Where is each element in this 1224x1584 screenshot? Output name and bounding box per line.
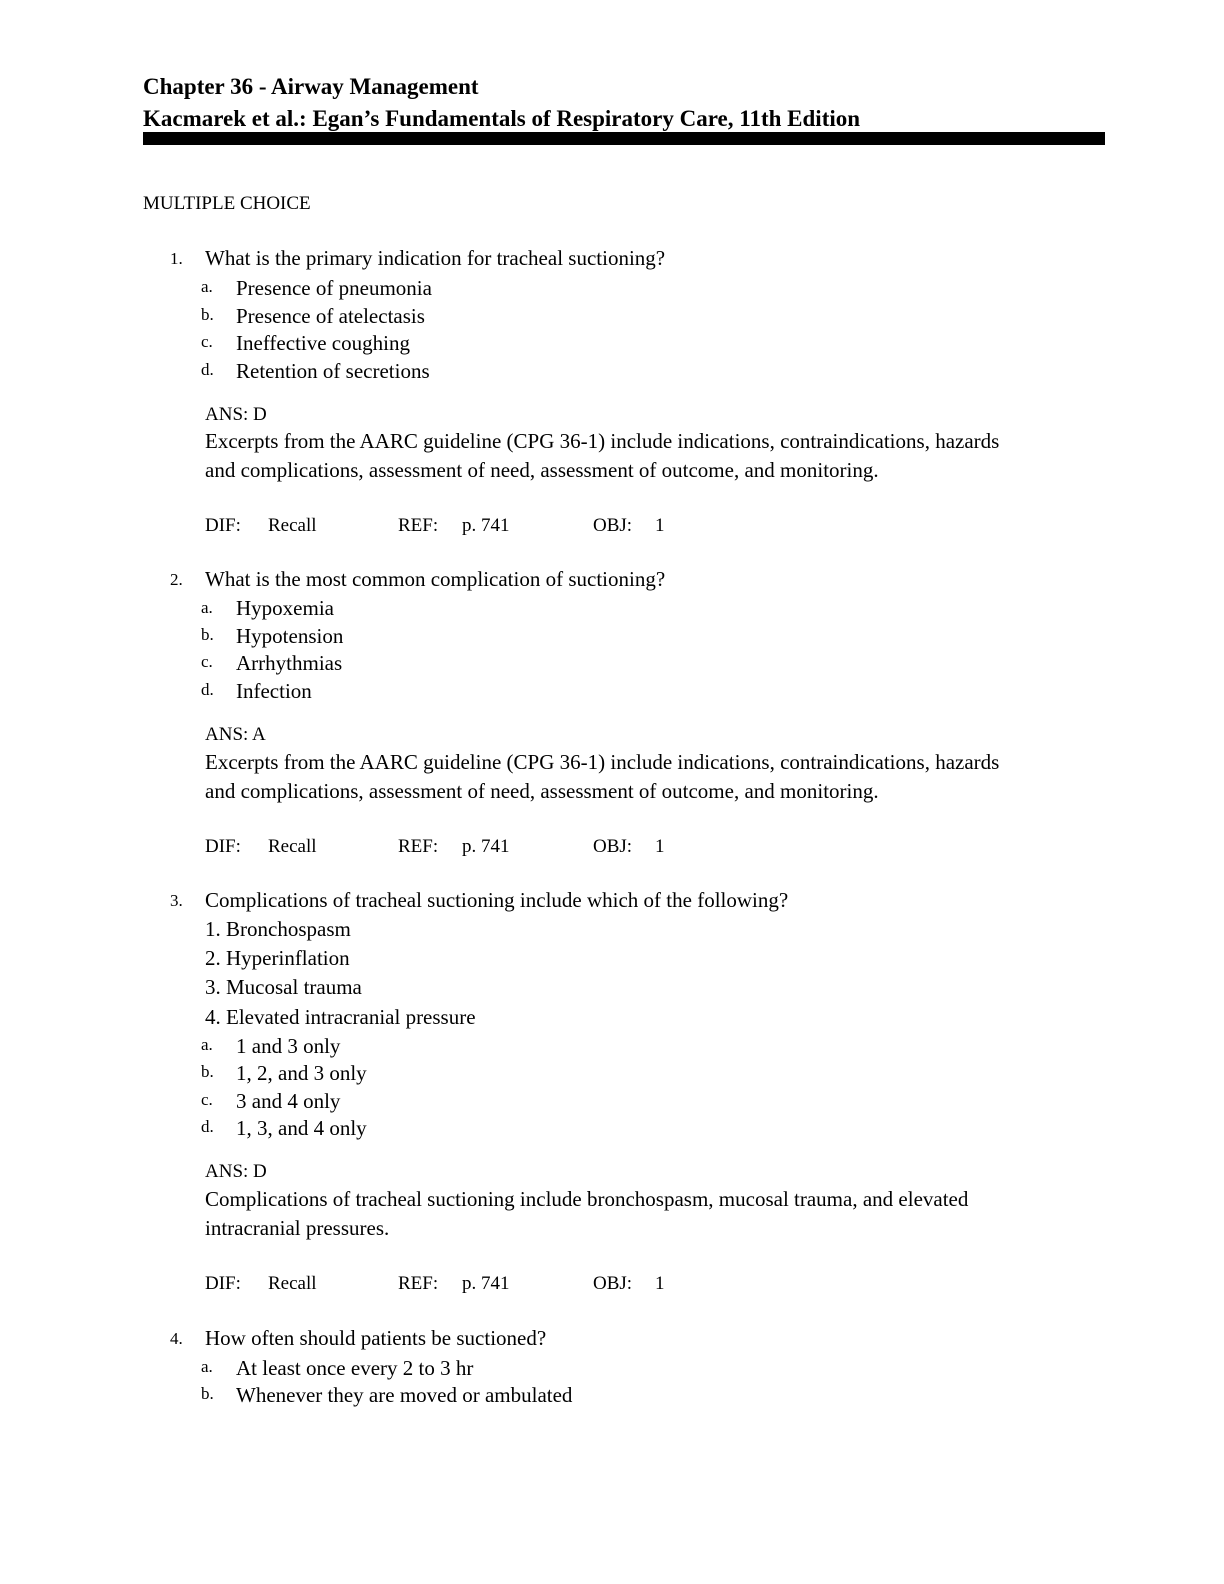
option-letter: a.: [201, 1035, 213, 1054]
option-letter: b.: [201, 1384, 214, 1403]
rationale-line: Excerpts from the AARC guideline (CPG 36-1) include indications, contraindications, hazards: [205, 429, 1000, 453]
question-number: 3.: [170, 891, 183, 910]
option-letter: b.: [201, 625, 214, 644]
option-letter: c.: [201, 652, 213, 671]
question-text: How often should patients be suctioned?: [205, 1326, 547, 1350]
option-text: Whenever they are moved or ambulated: [236, 1383, 573, 1407]
answer-key: ANS: D: [205, 1161, 267, 1182]
question-number: 4.: [170, 1329, 183, 1348]
option-text: Presence of atelectasis: [236, 304, 425, 328]
statement-item: 4. Elevated intracranial pressure: [205, 1005, 476, 1029]
option-letter: a.: [201, 1357, 213, 1376]
obj-label: OBJ:: [593, 1273, 633, 1294]
dif-label: DIF:: [205, 836, 241, 857]
option-text: Infection: [236, 679, 312, 703]
ref-value: p. 741: [462, 1273, 510, 1294]
obj-value: 1: [655, 515, 665, 536]
option-letter: d.: [201, 360, 214, 379]
answer-key: ANS: D: [205, 404, 267, 425]
obj-value: 1: [655, 836, 665, 857]
option-text: 1 and 3 only: [236, 1034, 341, 1058]
rationale-line: Excerpts from the AARC guideline (CPG 36-1) include indications, contraindications, hazards: [205, 750, 1000, 774]
option-text: Arrhythmias: [236, 651, 343, 675]
option-letter: c.: [201, 1090, 213, 1109]
header-rule: [143, 132, 1105, 145]
dif-value: Recall: [268, 1273, 317, 1294]
rationale-line: and complications, assessment of need, assessment of outcome, and monitoring.: [205, 458, 879, 482]
option-letter: b.: [201, 1062, 214, 1081]
book-title: Kacmarek et al.: Egan’s Fundamentals of Respiratory Care, 11th Edition: [143, 106, 861, 131]
ref-value: p. 741: [462, 515, 510, 536]
question-number: 1.: [170, 249, 183, 268]
option-letter: d.: [201, 680, 214, 699]
option-text: 1, 2, and 3 only: [236, 1061, 367, 1085]
rationale-line: Complications of tracheal suctioning include bronchospasm, mucosal trauma, and elevated: [205, 1187, 969, 1211]
question-number: 2.: [170, 570, 183, 589]
option-text: At least once every 2 to 3 hr: [236, 1356, 474, 1380]
dif-label: DIF:: [205, 515, 241, 536]
dif-label: DIF:: [205, 1273, 241, 1294]
option-text: Hypoxemia: [236, 596, 334, 620]
dif-value: Recall: [268, 515, 317, 536]
option-letter: a.: [201, 277, 213, 296]
option-letter: d.: [201, 1117, 214, 1136]
ref-label: REF:: [398, 1273, 439, 1294]
statement-item: 1. Bronchospasm: [205, 917, 351, 941]
answer-key: ANS: A: [205, 724, 266, 745]
question-text: Complications of tracheal suctioning include which of the following?: [205, 888, 789, 912]
option-letter: a.: [201, 598, 213, 617]
obj-label: OBJ:: [593, 836, 633, 857]
option-text: Hypotension: [236, 624, 344, 648]
statement-item: 2. Hyperinflation: [205, 946, 350, 970]
option-text: Presence of pneumonia: [236, 276, 432, 300]
statement-item: 3. Mucosal trauma: [205, 975, 362, 999]
option-text: Ineffective coughing: [236, 331, 410, 355]
rationale-line: and complications, assessment of need, assessment of outcome, and monitoring.: [205, 779, 879, 803]
chapter-title: Chapter 36 - Airway Management: [143, 74, 479, 99]
option-letter: b.: [201, 305, 214, 324]
section-heading: MULTIPLE CHOICE: [143, 193, 311, 214]
option-text: 3 and 4 only: [236, 1089, 341, 1113]
option-text: 1, 3, and 4 only: [236, 1116, 367, 1140]
ref-label: REF:: [398, 836, 439, 857]
option-letter: c.: [201, 332, 213, 351]
ref-label: REF:: [398, 515, 439, 536]
obj-label: OBJ:: [593, 515, 633, 536]
question-text: What is the most common complication of suctioning?: [205, 567, 666, 591]
option-text: Retention of secretions: [236, 359, 430, 383]
dif-value: Recall: [268, 836, 317, 857]
ref-value: p. 741: [462, 836, 510, 857]
rationale-line: intracranial pressures.: [205, 1216, 390, 1240]
obj-value: 1: [655, 1273, 665, 1294]
question-text: What is the primary indication for tracheal suctioning?: [205, 246, 666, 270]
